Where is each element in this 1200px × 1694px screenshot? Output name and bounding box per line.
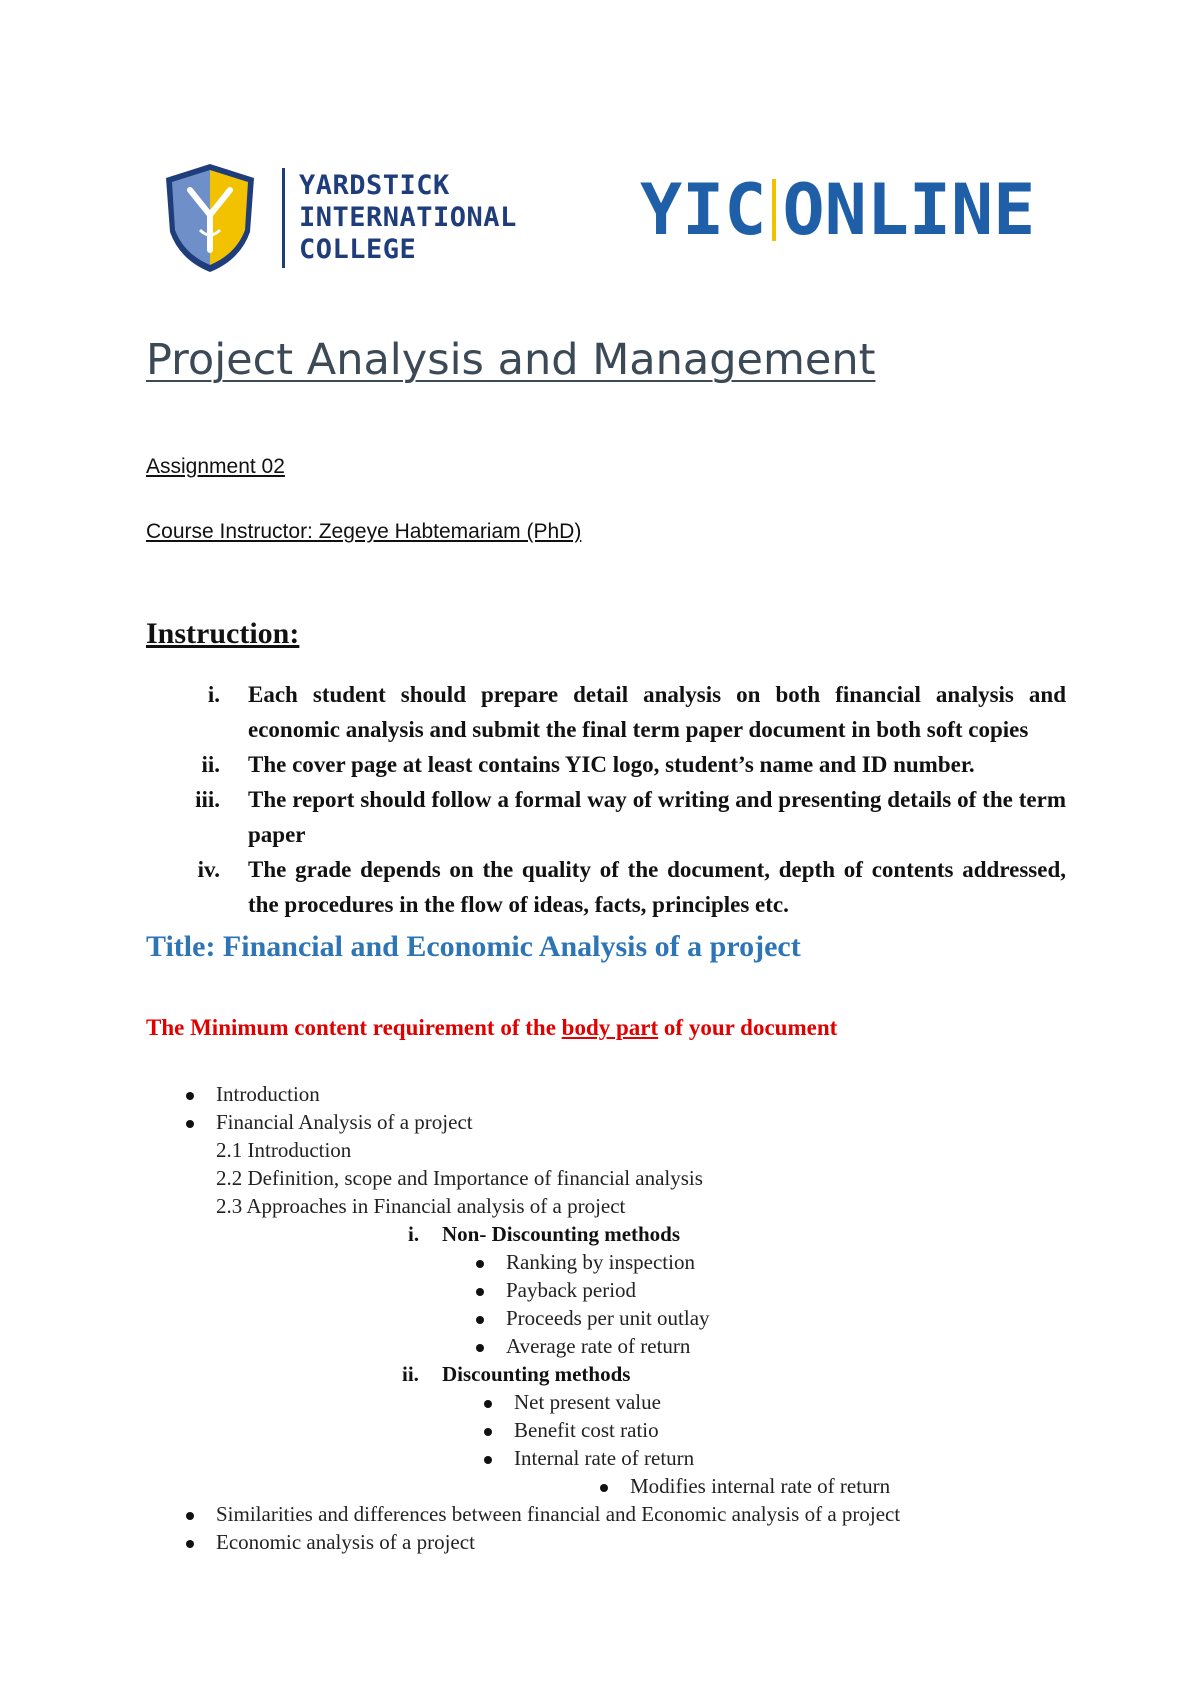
list-item <box>484 1418 659 1443</box>
logo-divider <box>282 168 285 268</box>
list-item <box>186 1502 900 1527</box>
college-line-2: INTERNATIONAL <box>299 201 517 233</box>
bullet-icon <box>186 1512 194 1520</box>
outline-text: Average rate of return <box>506 1334 691 1358</box>
instruction-number: iii. <box>195 787 220 812</box>
instruction-item <box>146 782 1066 852</box>
min-req-part3: of your document <box>658 1015 838 1040</box>
instruction-number: ii. <box>201 752 220 777</box>
instruction-text: The report should follow a formal way of writing and presenting details of the term paper <box>248 787 1066 847</box>
instruction-item <box>146 677 1066 747</box>
document-title: Project Analysis and Management <box>146 335 876 385</box>
list-item: 2.2 Definition, scope and Importance of financial analysis <box>216 1166 703 1190</box>
project-title: Title: Financial and Economic Analysis of a project <box>146 930 801 963</box>
assignment-label: Assignment 02 <box>146 455 285 478</box>
list-item <box>476 1278 636 1303</box>
bullet-icon <box>484 1428 492 1436</box>
list-item <box>476 1306 710 1331</box>
yic-online-logo <box>640 169 1036 251</box>
bullet-icon <box>186 1092 194 1100</box>
outline-number: ii. <box>402 1362 419 1386</box>
min-req-body-part: body part <box>561 1015 659 1040</box>
college-name <box>299 170 517 266</box>
outline-number: i. <box>408 1222 420 1246</box>
list-item <box>476 1250 695 1275</box>
instruction-number: i. <box>207 682 220 707</box>
logo-yic: YIC <box>640 169 767 251</box>
logo-online: ONLINE <box>782 169 1036 251</box>
bullet-icon <box>476 1288 484 1296</box>
outline-text: Ranking by inspection <box>506 1250 695 1274</box>
bullet-icon <box>484 1400 492 1408</box>
list-item <box>476 1334 690 1359</box>
list-item <box>186 1530 475 1555</box>
bullet-icon <box>484 1456 492 1464</box>
course-instructor: Course Instructor: Zegeye Habtemariam (PhD) <box>146 520 582 543</box>
outline-text: Proceeds per unit outlay <box>506 1306 710 1330</box>
bullet-icon <box>476 1260 484 1268</box>
minimum-requirement-heading <box>146 1015 837 1041</box>
outline-text: Net present value <box>514 1390 661 1414</box>
instruction-text: The grade depends on the quality of the document, depth of contents addressed, the procedures in the flow of ideas, facts, principles etc. <box>248 857 1066 917</box>
list-item: 2.3 Approaches in Financial analysis of a project <box>216 1194 626 1218</box>
list-item <box>408 1222 680 1247</box>
instruction-number: iv. <box>197 857 220 882</box>
list-item <box>484 1446 694 1471</box>
outline-text: Introduction <box>216 1082 320 1106</box>
logo-separator <box>772 179 776 241</box>
instruction-item <box>146 852 1066 922</box>
outline-text: Internal rate of return <box>514 1446 695 1470</box>
instruction-heading: Instruction: <box>146 617 300 650</box>
college-line-3: COLLEGE <box>299 233 417 265</box>
instruction-text: Each student should prepare detail analysis on both financial analysis and economic analysis and submit the final term paper document in both soft copies <box>248 682 1066 742</box>
list-item: 2.1 Introduction <box>216 1138 352 1162</box>
college-line-1: YARDSTICK <box>299 169 450 201</box>
outline-text: Modifies internal rate of return <box>630 1474 891 1498</box>
bullet-icon <box>600 1484 608 1492</box>
list-item <box>186 1110 473 1135</box>
shield-icon <box>160 160 260 275</box>
outline-text: Economic analysis of a project <box>216 1530 475 1554</box>
college-logo <box>160 160 517 275</box>
instruction-list <box>146 677 1066 922</box>
list-item <box>600 1474 890 1499</box>
outline-text: Discounting methods <box>442 1362 631 1386</box>
bullet-icon <box>186 1120 194 1128</box>
list-item <box>186 1082 320 1107</box>
list-item <box>484 1390 661 1415</box>
bullet-icon <box>476 1316 484 1324</box>
outline-text: Similarities and differences between financial and Economic analysis of a project <box>216 1502 901 1526</box>
outline-text: Financial Analysis of a project <box>216 1110 473 1134</box>
outline-text: Non- Discounting methods <box>442 1222 681 1246</box>
outline-text: Payback period <box>506 1278 637 1302</box>
list-item <box>402 1362 630 1387</box>
min-req-part1: The Minimum content requirement of the <box>146 1015 562 1040</box>
bullet-icon <box>476 1344 484 1352</box>
outline-text: Benefit cost ratio <box>514 1418 659 1442</box>
instruction-text: The cover page at least contains YIC logo, student’s name and ID number. <box>248 752 975 777</box>
bullet-icon <box>186 1540 194 1548</box>
instruction-item <box>146 747 1066 782</box>
